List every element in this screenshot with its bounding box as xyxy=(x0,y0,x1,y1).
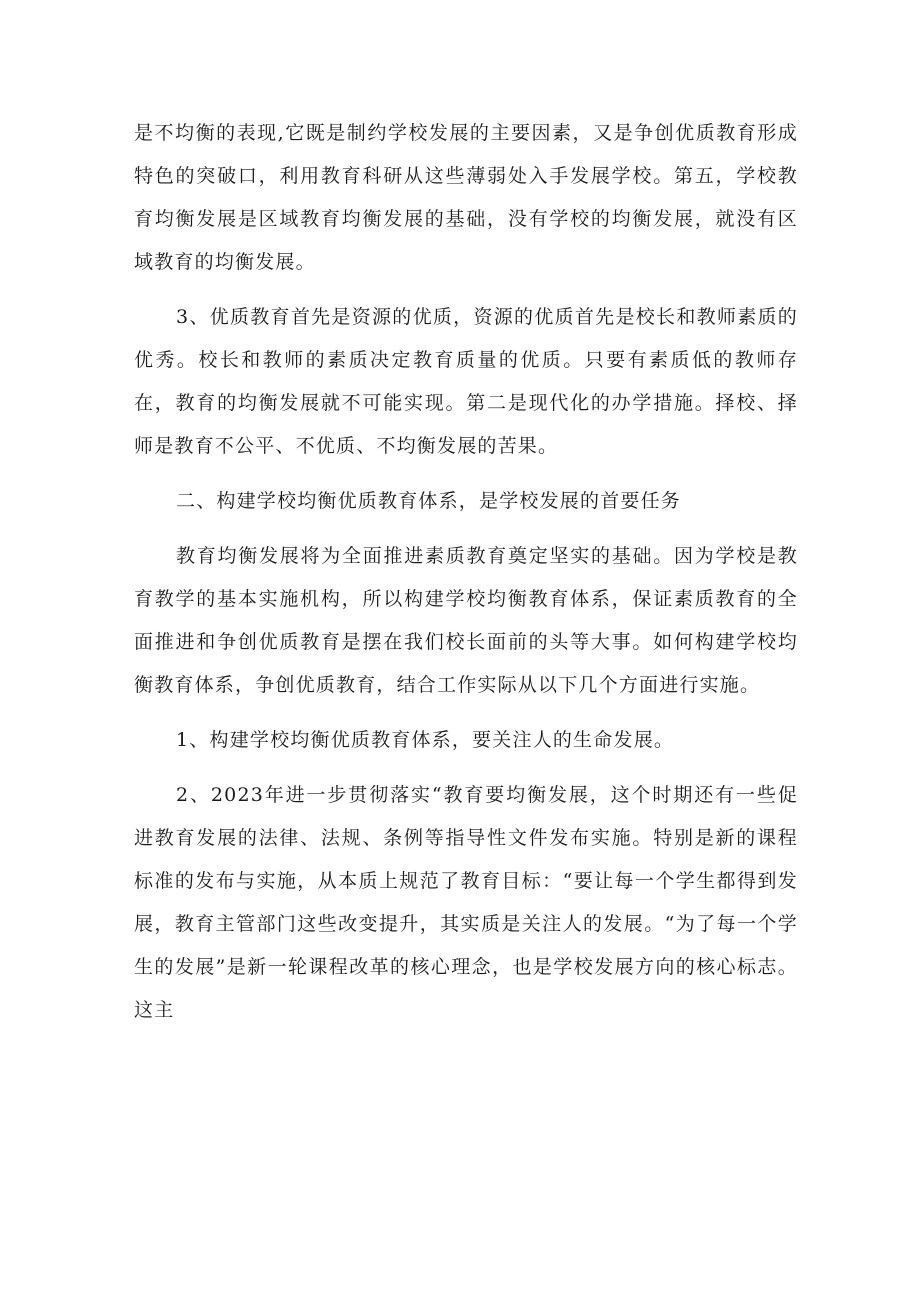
paragraph-point-1: 1、构建学校均衡优质教育体系，要关注人的生命发展。 xyxy=(176,729,675,751)
paragraph-continuation: 是不均衡的表现,它既是制约学校发展的主要因素，又是争创优质教育形成特色的突破口，利用教育科研从这些薄弱处入手发展学校。第五，学校教育均衡发展是区域教育均衡发展的基础，没有学校的均衡发展，就没有区域教育的均衡发展。 xyxy=(134,122,798,273)
paragraph-intro: 教育均衡发展将为全面推进素质教育奠定坚实的基础。因为学校是教育教学的基本实施机构，所以构建学校均衡教育体系，保证素质教育的全面推进和争创优质教育是摆在我们校长面前的头等大事。如何构建学校均衡教育体系，争创优质教育，结合工作实际从以下几个方面进行实施。 xyxy=(134,545,798,696)
paragraph-point-3: 3、优质教育首先是资源的优质，资源的优质首先是校长和教师素质的优秀。校长和教师的素质决定教育质量的优质。只要有素质低的教师存在，教育的均衡发展就不可能实现。第二是现代化的办学措施。择校、择师是教育不公平、不优质、不均衡发展的苦果。 xyxy=(134,306,798,457)
section-heading-2: 二、构建学校均衡优质教育体系，是学校发展的首要任务 xyxy=(176,490,682,512)
document-body xyxy=(134,112,798,1032)
paragraph-point-2: 2、2023年进一步贯彻落实“教育要均衡发展，这个时期还有一些促进教育发展的法律、法规、条例等指导性文件发布实施。特别是新的课程标准的发布与实施，从本质上规范了教育目标：“要让每一个学生都得到发展，教育主管部门这些改变提升，其实质是关注人的发展。“为了每一个学生的发展”是新一轮课程改革的核心理念，也是学校发展方向的核心标志。这主 xyxy=(134,784,798,1021)
